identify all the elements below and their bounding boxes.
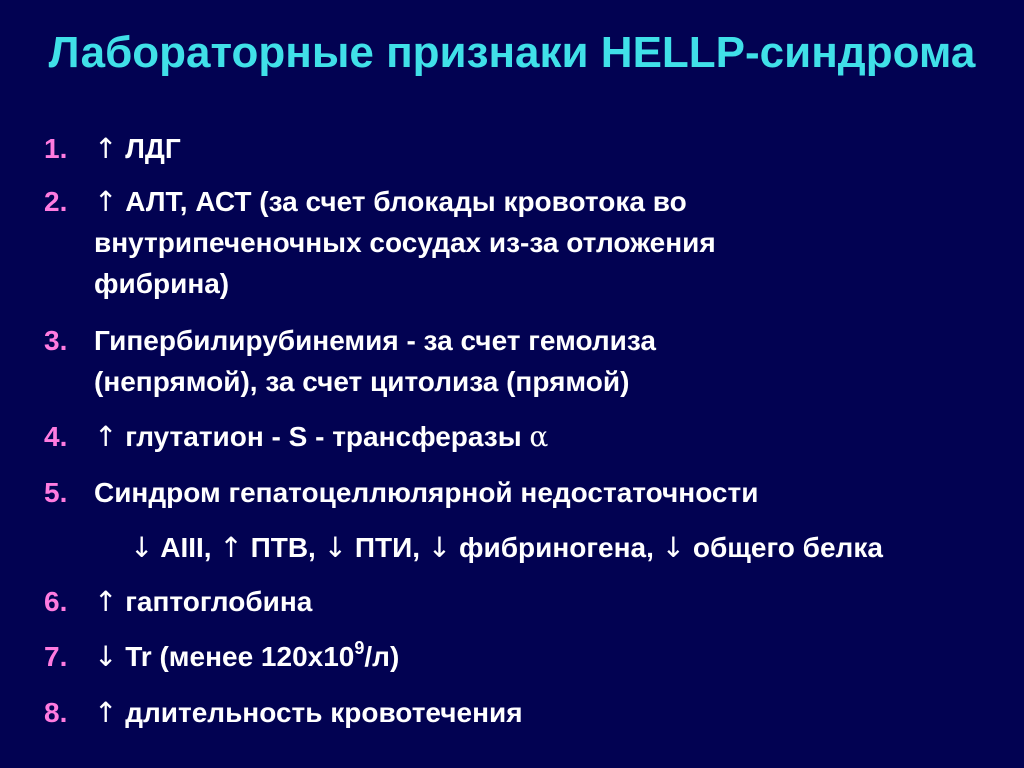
item-line: фибрина) bbox=[94, 268, 230, 299]
item-number: 5. bbox=[44, 477, 68, 508]
exponent: 9 bbox=[354, 638, 365, 658]
item-line: Гипербилирубинемия - за счет гемолиза bbox=[94, 325, 656, 356]
arrow-up-icon: ↑ bbox=[94, 132, 118, 165]
item-line: /л) bbox=[364, 641, 400, 672]
item-line: гаптоглобина bbox=[125, 586, 313, 617]
item-number: 8. bbox=[44, 697, 68, 728]
item-line: ЛДГ bbox=[125, 133, 181, 164]
item-number: 6. bbox=[44, 586, 68, 617]
item-text bbox=[94, 320, 974, 402]
arrow-down-icon: ↓ bbox=[94, 640, 118, 673]
item-text bbox=[94, 416, 974, 457]
arrow-down-icon: ↓ bbox=[130, 531, 154, 564]
arrow-up-icon: ↑ bbox=[94, 420, 118, 453]
item-number: 4. bbox=[44, 421, 68, 452]
arrow-up-icon: ↑ bbox=[94, 185, 118, 218]
sub-part: ПТВ, bbox=[250, 532, 316, 563]
arrow-up-icon: ↑ bbox=[219, 531, 243, 564]
item-number: 3. bbox=[44, 325, 68, 356]
item-line: (непрямой), за счет цитолиза (прямой) bbox=[94, 366, 630, 397]
item-line: внутрипеченочных сосудах из-за отложения bbox=[94, 227, 716, 258]
item-line: АЛТ, АСТ (за счет блокады кровотока во bbox=[125, 186, 687, 217]
arrow-up-icon: ↑ bbox=[94, 696, 118, 729]
sub-part: общего белка bbox=[692, 532, 883, 563]
lab-changes-line bbox=[130, 527, 883, 568]
arrow-up-icon: ↑ bbox=[94, 585, 118, 618]
item-text bbox=[94, 128, 974, 169]
arrow-down-icon: ↓ bbox=[661, 531, 686, 564]
item-number: 1. bbox=[44, 133, 68, 164]
item-line: Синдром гепатоцеллюлярной недостаточности bbox=[94, 477, 759, 508]
alpha-symbol: α bbox=[529, 420, 549, 453]
item-text bbox=[94, 636, 974, 677]
sub-part: фибриногена, bbox=[459, 532, 654, 563]
slide-title: Лабораторные признаки HELLP-синдрома bbox=[48, 28, 976, 77]
item-text bbox=[94, 472, 974, 513]
item-number: 2. bbox=[44, 186, 68, 217]
arrow-down-icon: ↓ bbox=[427, 531, 452, 564]
item-text bbox=[94, 692, 974, 733]
item-line: длительность кровотечения bbox=[125, 697, 523, 728]
sub-part: AIII, bbox=[160, 532, 212, 563]
arrow-down-icon: ↓ bbox=[323, 531, 348, 564]
item-line: Tr (менее 120х10 bbox=[125, 641, 355, 672]
item-number: 7. bbox=[44, 641, 68, 672]
sub-part: ПТИ, bbox=[354, 532, 420, 563]
item-line: глутатион - S - трансферазы bbox=[125, 421, 522, 452]
item-text bbox=[94, 581, 974, 622]
item-text bbox=[94, 181, 974, 304]
